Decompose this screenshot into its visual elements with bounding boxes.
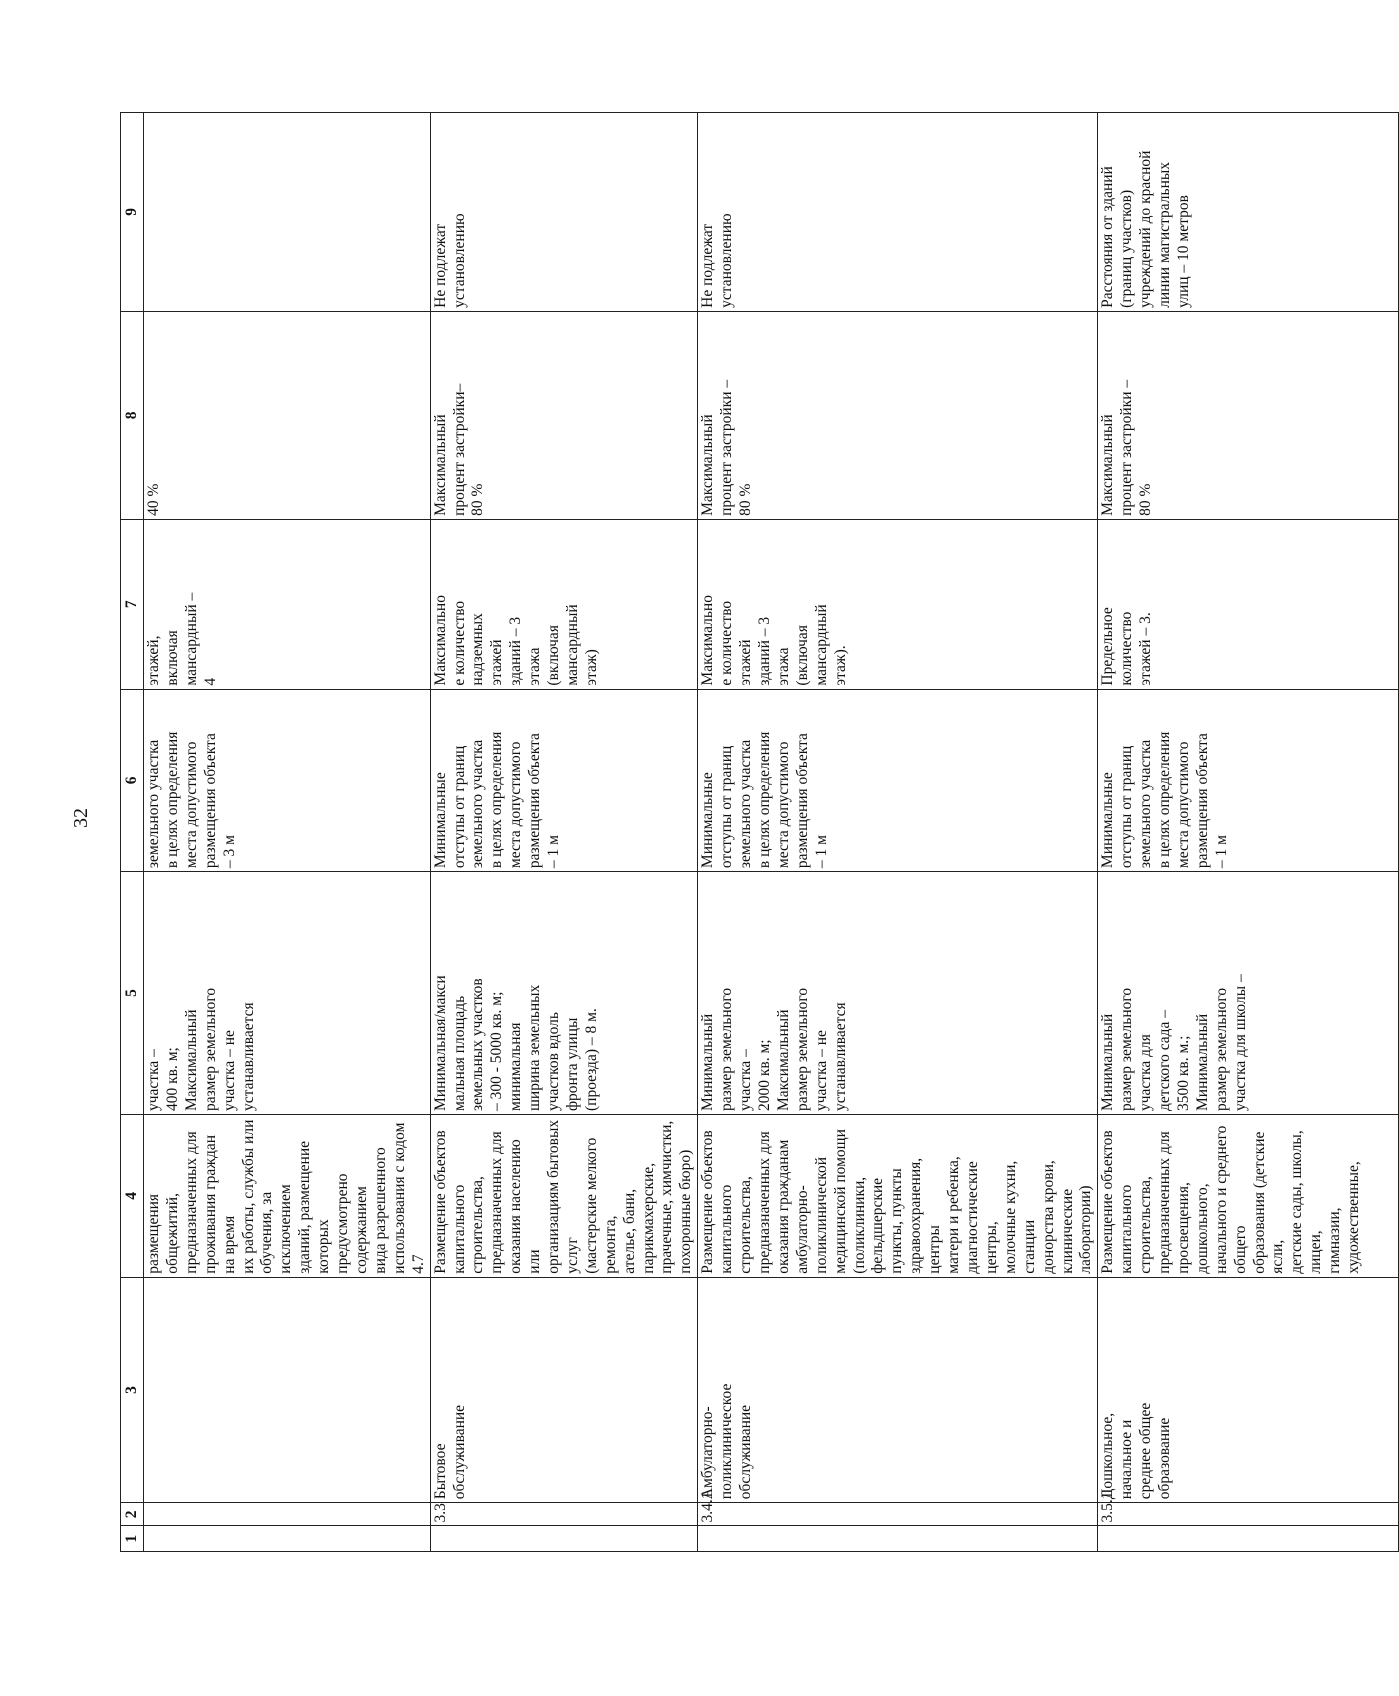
cell-coverage: Максимальный процент застройки – 80 % bbox=[698, 311, 1098, 519]
cell-floors: Максимально е количество этажей зданий – 3 этажа (включая мансардный этаж). bbox=[698, 519, 1098, 689]
table-row-continuation bbox=[144, 113, 431, 1552]
cell-setbacks: Минимальные отступы от границ земельного участка в целях определения места допустимого размещения объекта – 1 м bbox=[698, 689, 1098, 871]
cell-col1 bbox=[1098, 1526, 1399, 1552]
cell-code bbox=[144, 1503, 431, 1526]
cell-plot-size: участка – 400 кв. м; Максимальный размер земельного участка – не устанавливается bbox=[144, 872, 431, 1115]
table-row bbox=[1098, 113, 1399, 1552]
cell-setbacks: Минимальные отступы от границ земельного участка в целях определения места допустимого размещения объекта – 1 м bbox=[1098, 689, 1399, 871]
cell-description: Размещение объектов капитального строительства, предназначенных для просвещения, дошкольного, начального и среднего общего образования (детские ясли, детские сады, школы, лицеи, гимназии, художественные, bbox=[1098, 1115, 1399, 1278]
header-cell-2: 2 bbox=[121, 1503, 144, 1526]
cell-plot-size: Минимальный размер земельного участка – 2000 кв. м; Максимальный размер земельного участка – не устанавливается bbox=[698, 872, 1098, 1115]
cell-other: Расстояния от зданий (границ участков) учреждений до красной линии магистральных улиц – 10 метров bbox=[1098, 113, 1399, 312]
cell-floors: Максимально е количество надземных этажей зданий – 3 этажа (включая мансардный этаж) bbox=[430, 519, 698, 689]
cell-description: Размещение объектов капитального строительства, предназначенных для оказания населению или организациям бытовых услуг (мастерские мелкого ремонта, ателье, бани, парикмахерские, прачечные, химчистки, похоронные бюро) bbox=[430, 1115, 698, 1278]
cell-plot-size: Минимальная/макси мальная площадь земельных участков – 300 - 5000 кв. м; минимальная ширина земельных участков вдоль фронта улицы (проезда) – 8 м. bbox=[430, 872, 698, 1115]
header-cell-8: 8 bbox=[121, 311, 144, 519]
table-row bbox=[430, 113, 698, 1552]
table-row bbox=[698, 113, 1098, 1552]
cell-setbacks: Минимальные отступы от границ земельного участка в целях определения места допустимого размещения объекта – 1 м bbox=[430, 689, 698, 871]
cell-col1 bbox=[144, 1526, 431, 1552]
cell-other: Не подлежат установлению bbox=[430, 113, 698, 312]
cell-code: 3.4.1 bbox=[698, 1503, 1098, 1526]
header-cell-7: 7 bbox=[121, 519, 144, 689]
header-cell-1: 1 bbox=[121, 1526, 144, 1552]
cell-col1 bbox=[430, 1526, 698, 1552]
header-cell-6: 6 bbox=[121, 689, 144, 871]
cell-other: Не подлежат установлению bbox=[698, 113, 1098, 312]
cell-floors: этажей, включая мансардный – 4 bbox=[144, 519, 431, 689]
zoning-regulations-table bbox=[120, 112, 1399, 1552]
cell-code: 3.5.1 bbox=[1098, 1503, 1399, 1526]
cell-use-name: Бытовое обслуживание bbox=[430, 1277, 698, 1502]
cell-other bbox=[144, 113, 431, 312]
cell-use-name: Амбулаторно- поликлиническое обслуживание bbox=[698, 1277, 1098, 1502]
page-number: 32 bbox=[70, 808, 92, 828]
header-cell-5: 5 bbox=[121, 872, 144, 1115]
cell-use-name bbox=[144, 1277, 431, 1502]
cell-plot-size: Минимальный размер земельного участка для детского сада – 3500 кв. м.; Минимальный размер земельного участка для школы – bbox=[1098, 872, 1399, 1115]
cell-coverage: Максимальный процент застройки– 80 % bbox=[430, 311, 698, 519]
header-cell-3: 3 bbox=[121, 1277, 144, 1502]
cell-use-name: Дошкольное, начальное и среднее общее образование bbox=[1098, 1277, 1399, 1502]
cell-coverage: Максимальный процент застройки – 80 % bbox=[1098, 311, 1399, 519]
cell-code: 3.3 bbox=[430, 1503, 698, 1526]
cell-coverage: 40 % bbox=[144, 311, 431, 519]
cell-description: размещения общежитий, предназначенных для проживания граждан на время их работы, службы или обучения, за исключением зданий, размещение которых предусмотрено содержанием вида разрешенного использования с кодом 4.7 bbox=[144, 1115, 431, 1278]
header-cell-4: 4 bbox=[121, 1115, 144, 1278]
table-header-row bbox=[121, 113, 144, 1552]
cell-floors: Предельное количество этажей – 3. bbox=[1098, 519, 1399, 689]
rotated-table-container bbox=[120, 112, 1363, 1552]
cell-setbacks: земельного участка в целях определения места допустимого размещения объекта – 3 м bbox=[144, 689, 431, 871]
header-cell-9: 9 bbox=[121, 113, 144, 312]
cell-description: Размещение объектов капитального строительства, предназначенных для оказания гражданам амбулаторно- поликлинической медицинской помощи (поликлиники, фельдшерские пункты, пункты здравоохранения, центры матери и ребенка, диагностические центры, молочные кухни, станции донорства крови, клинические лаборатории) bbox=[698, 1115, 1098, 1278]
cell-col1 bbox=[698, 1526, 1098, 1552]
